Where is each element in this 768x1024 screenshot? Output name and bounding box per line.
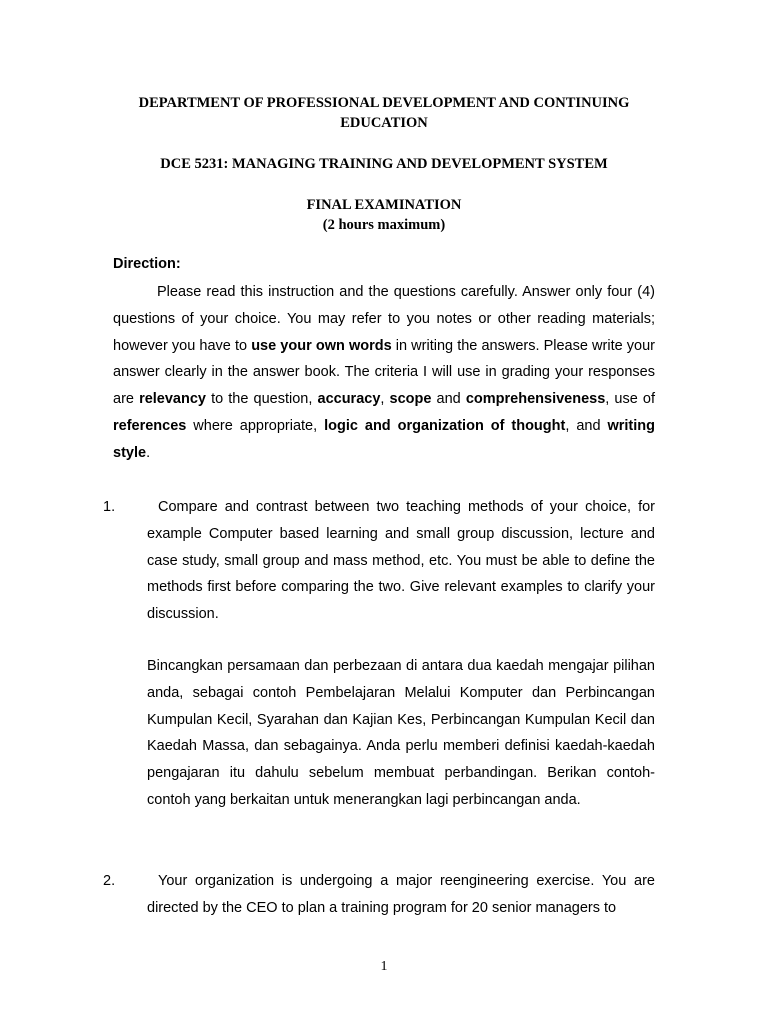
emphasis-own-words: use your own words [251,337,392,354]
exam-title: FINAL EXAMINATION [306,197,462,213]
department-title-line1: DEPARTMENT OF PROFESSIONAL DEVELOPMENT AND CONTINUING [138,95,630,111]
page-number: 1 [380,959,388,974]
direction-heading: Direction: [113,256,181,272]
exam-duration: (2 hours maximum) [322,217,446,233]
emphasis-comprehensiveness: comprehensiveness [465,391,606,408]
emphasis-relevancy: relevancy [139,391,206,408]
emphasis-accuracy: accuracy [317,391,381,408]
question-1-english: Compare and contrast between two teaching methods of your choice, for example Computer based learning and small group discussion, lecture and case study, small group and mass method, etc. You must be able to define the methods first before comparing the two. Give relevant examples to clarify your discussion. [147,499,655,623]
question-2-number: 2. [103,873,116,889]
question-1-number: 1. [103,499,116,515]
emphasis-writing-style: writing style [113,417,655,461]
question-2-english: Your organization is undergoing a major reengineering exercise. You are directed by the CEO to plan a training program for 20 senior managers to [147,873,655,916]
direction-paragraph: Please read this instruction and the questions carefully. Answer only four (4) questions of your choice. You may refer to you notes or other reading materials; however you have to use your own words in writing the answers. Please write your answer clearly in the answer book. The criteria I will use in grading your responses are relevancy to the question, accuracy, scope and comprehensiveness, use of references where appropriate, logic and organization of thought, and writing style. [113,284,656,461]
question-1-malay: Bincangkan persamaan dan perbezaan di antara dua kaedah mengajar pilihan anda, sebagai contoh Pembelajaran Melalui Komputer dan Perbincangan Kumpulan Kecil, Syarahan dan Kajian Kes, Perbincangan Kumpulan Kecil dan Kaedah Massa, dan sebagainya. Anda perlu memberi definisi kaedah-kaedah pengajaran itu dahulu sebelum membuat perbandingan. Berikan contoh-contoh yang berkaitan untuk menerangkan lagi perbincangan anda. [147,658,655,808]
emphasis-scope: scope [389,391,432,408]
department-title-line2: EDUCATION [340,115,428,131]
course-title: DCE 5231: MANAGING TRAINING AND DEVELOPMENT SYSTEM [160,156,608,172]
emphasis-references: references [113,417,187,434]
emphasis-logic: logic and organization of thought [324,417,566,434]
